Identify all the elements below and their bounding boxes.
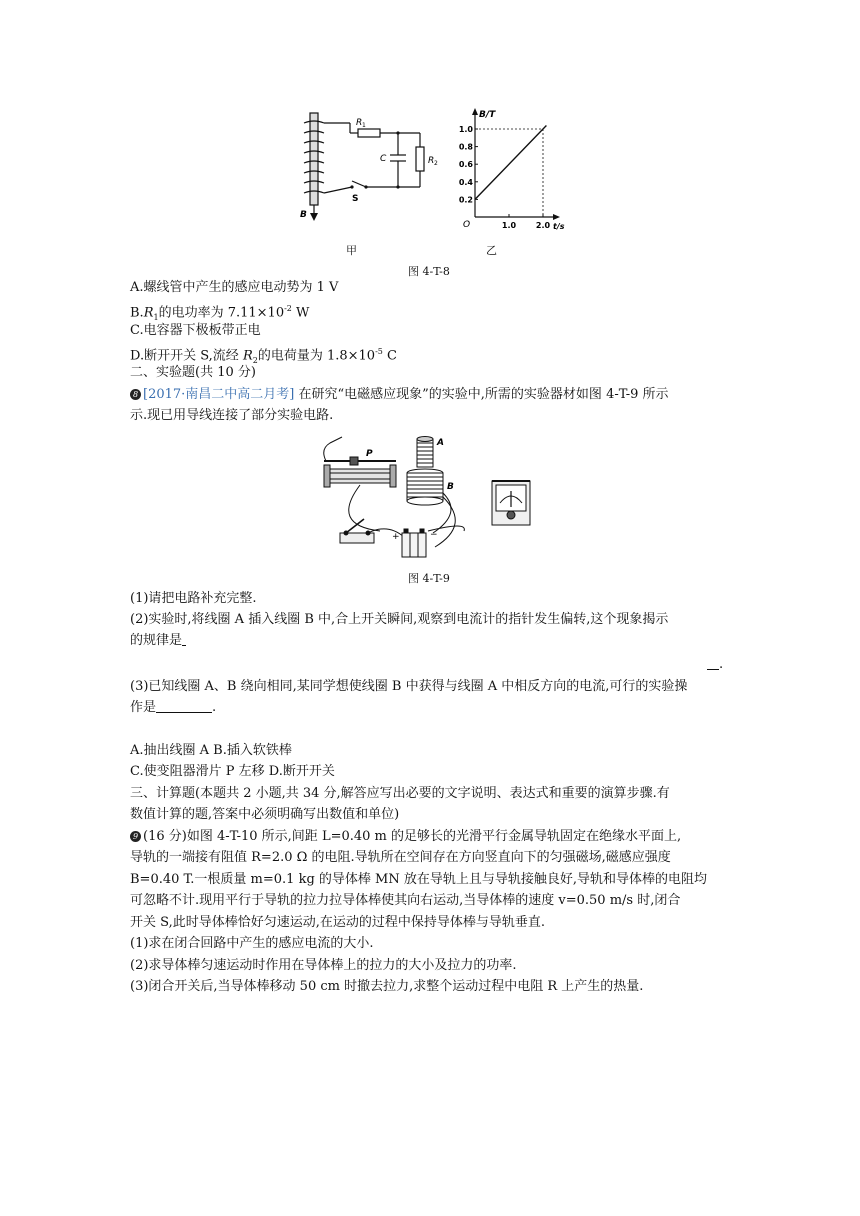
figure-caption: 图 4-T-8	[408, 265, 450, 278]
q8-part2-blank-end[interactable]: .	[707, 655, 723, 675]
x-tick-label: 2.0	[535, 221, 551, 230]
option-a: A.螺线管中产生的感应电动势为 1 V	[130, 280, 339, 295]
battery-minus-label: −	[430, 530, 438, 540]
section-2-title: 二、实验题(共 10 分)	[130, 365, 256, 380]
q8-part2-line1: (2)实验时,将线圈 A 插入线圈 B 中,合上开关瞬间,观察到电流计的指针发生偏转,这个现象揭示	[130, 612, 669, 627]
r1-sub: 1	[362, 122, 366, 129]
figure-4-t-9	[320, 433, 540, 563]
q8-part3-line1: (3)已知线圈 A、B 绕向相同,某同学想使线圈 B 中获得与线圈 A 中相反方向的电流,可行的实验操	[130, 679, 688, 694]
q9-line5: 开关 S,此时导体棒恰好匀速运动,在运动的过程中保持导体棒与导轨垂直.	[130, 915, 545, 930]
option-c: C.电容器下极板带正电	[130, 323, 261, 338]
y-tick-label: 0.2	[458, 195, 473, 205]
label-jia: 甲	[346, 244, 357, 257]
q9-line3: B=0.40 T.一根质量 m=0.1 kg 的导体棒 MN 放在导轨上且与导轨接触良好,导轨和导体棒的电阻均	[130, 872, 707, 887]
r2-sub: 2	[434, 160, 438, 167]
q8-stem-line2: 示.现已用导线连接了部分实验电路.	[130, 408, 334, 423]
y-tick-label: 0.8	[458, 142, 473, 152]
c-label: C	[380, 154, 387, 164]
q9-number-badge: 9	[130, 831, 141, 842]
coil-b-label: B	[447, 482, 454, 492]
section-3-title-line1: 三、计算题(本题共 2 小题,共 34 分,解答应写出必要的文字说明、表达式和重要的演算步骤.有	[130, 786, 670, 801]
b-t-line	[475, 125, 546, 199]
y-axis-label: B/T	[479, 110, 496, 120]
q8-part2-line2: 的规律是	[130, 631, 186, 651]
label-yi: 乙	[486, 244, 497, 257]
q8-options-line2: C.使变阻器滑片 P 左移 D.断开开关	[130, 764, 335, 779]
option-b: $B.R_1$的电功率为 $7.11\times 10^{-2}$ W	[130, 304, 310, 322]
slider-p-label: P	[366, 449, 373, 459]
q8-part3-line2: 作是 .	[130, 700, 217, 715]
y-tick-label: 0.6	[458, 160, 473, 170]
s-label: S	[352, 194, 359, 204]
q9-line1: 9 (16 分)如图 4-T-10 所示,间距 L=0.40 m 的足够长的光滑平行金属导轨固定在绝缘水平面上,	[130, 827, 681, 847]
x-axis-label: t/s	[553, 222, 565, 230]
q9-part2: (2)求导体棒匀速运动时作用在导体棒上的拉力的大小及拉力的功率.	[130, 958, 517, 973]
q9-line4: 可忽略不计.现用平行于导轨的拉力拉导体棒使其向右运动,当导体棒的速度 v=0.50 m/s 时,闭合	[130, 893, 681, 908]
q8-part2-blank-start[interactable]	[182, 645, 186, 646]
b-t-graph	[455, 105, 570, 230]
q8-stem-line1: 8 [2017·南昌二中高二月考] 在研究“电磁感应现象”的实验中,所需的实验器材如图 4-T-9 所示	[130, 385, 669, 405]
q8-part1: (1)请把电路补充完整.	[130, 591, 257, 606]
r2-label: R	[428, 156, 435, 166]
section-3-title-line2: 数值计算的题,答案中必须明确写出数值和单位)	[130, 807, 400, 822]
q9-part1: (1)求在闭合回路中产生的感应电流的大小.	[130, 936, 374, 951]
coil-a-label: A	[437, 438, 444, 448]
q9-part3: (3)闭合开关后,当导体棒移动 50 cm 时撤去拉力,求整个运动过程中电阻 R 上产生的热量.	[130, 979, 644, 994]
q8-part3-blank[interactable]	[156, 712, 212, 713]
option-d: D.断开开关 S,流经 $R_2$的电荷量为 $1.8\times 10^{-5}$ C	[130, 347, 397, 365]
circuit-diagram	[290, 105, 450, 235]
q9-line2: 导轨的一端接有阻值 R=2.0 Ω 的电阻.导轨所在空间存在方向竖直向下的匀强磁场,磁感应强度	[130, 850, 671, 865]
origin-label: O	[463, 220, 471, 230]
b-label: B	[300, 210, 307, 220]
q8-number-badge: 8	[130, 389, 141, 400]
r1-label: R	[356, 118, 363, 128]
x-tick-label: 1.0	[501, 221, 517, 230]
y-tick-label: 0.4	[458, 177, 473, 187]
q8-source: [2017·南昌二中高二月考]	[143, 387, 295, 402]
figure-4-t-8	[290, 105, 570, 265]
y-tick-label: 1.0	[458, 125, 473, 134]
battery-plus-label: +	[392, 532, 400, 542]
figure-caption-9: 图 4-T-9	[408, 572, 450, 585]
q8-options-line1: A.抽出线圈 A B.插入软铁棒	[130, 743, 292, 758]
